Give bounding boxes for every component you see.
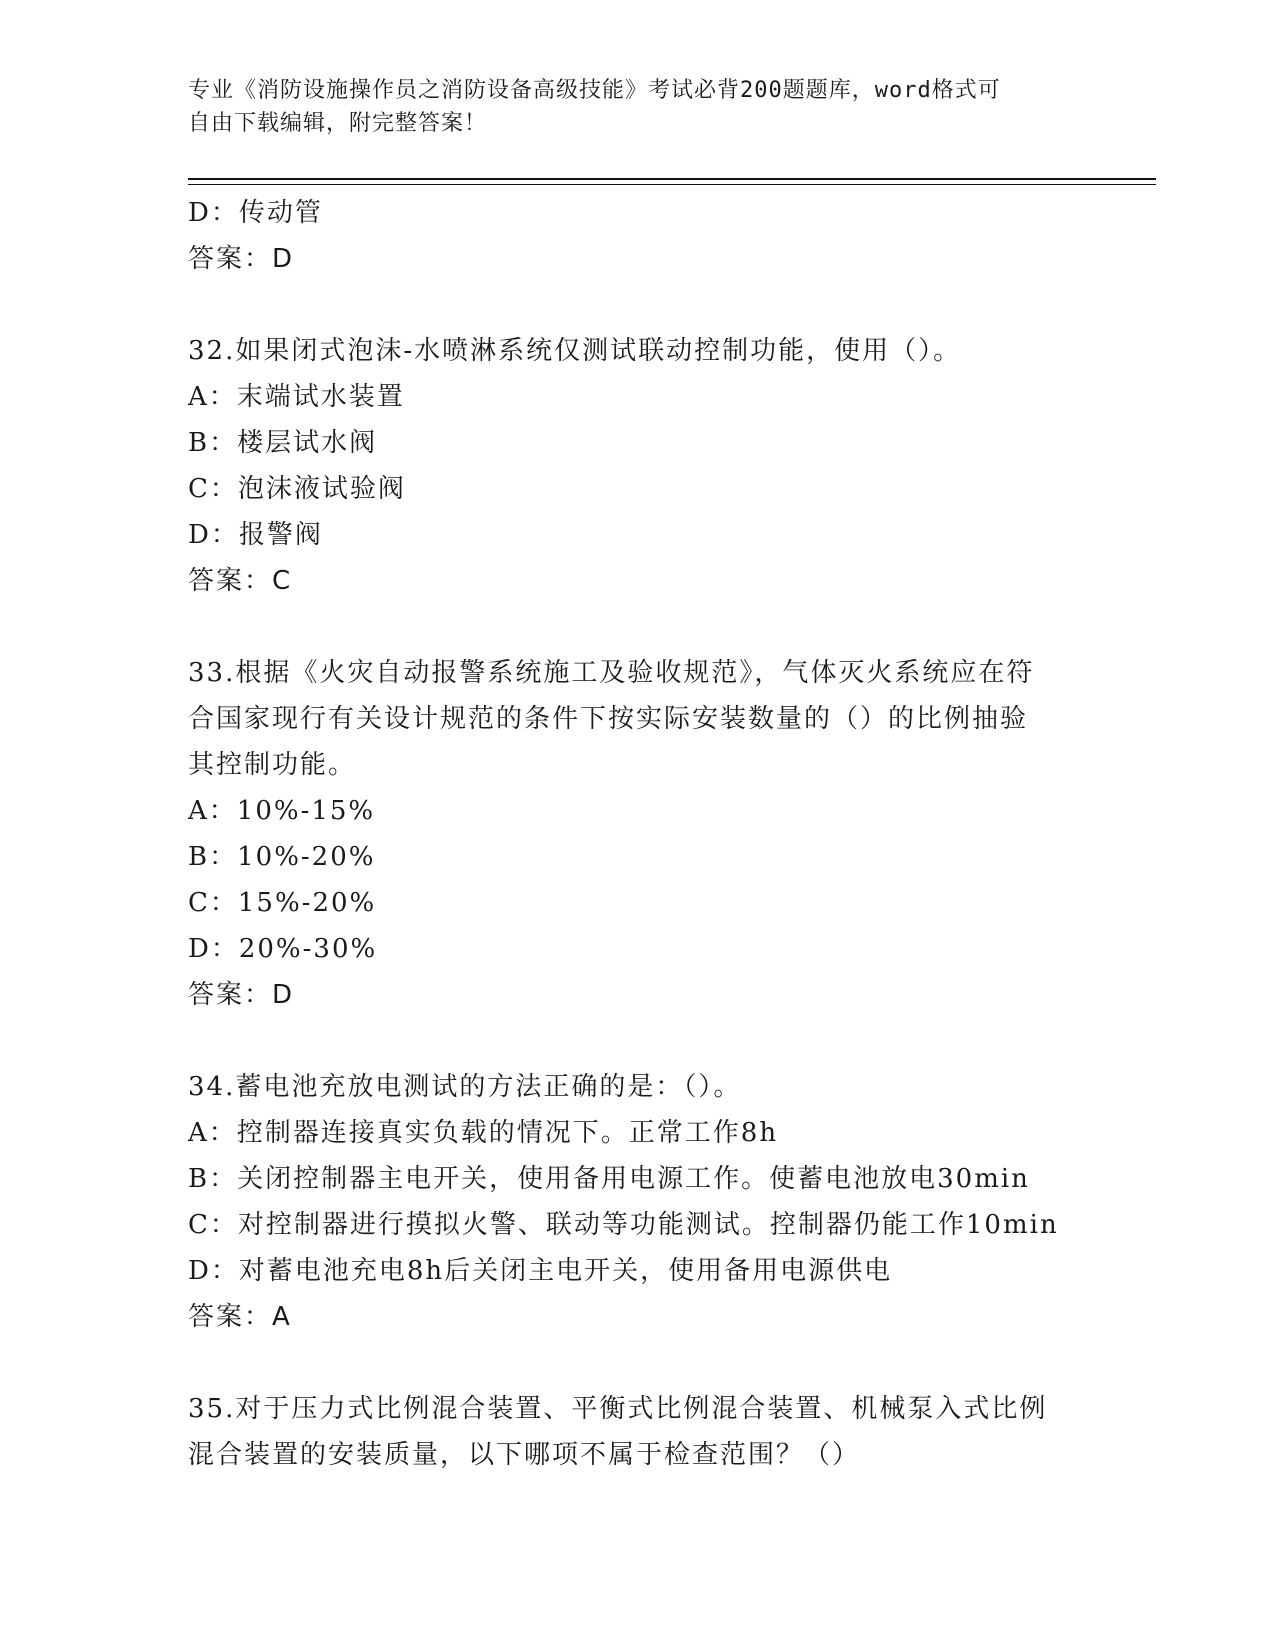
question-block (188, 650, 1088, 1018)
spacer (188, 1340, 1088, 1386)
header-divider-top (188, 178, 1156, 180)
header-line-2: 自由下载编辑，附完整答案！ (188, 111, 488, 136)
question-block (188, 328, 1088, 604)
option-d: D：报警阀 (188, 520, 323, 550)
header-divider-bottom (188, 184, 1156, 185)
question-text-line-3: 其控制功能。 (188, 750, 357, 780)
question-text-line-1: 35.对于压力式比例混合装置、平衡式比例混合装置、机械泵入式比例 (188, 1394, 1048, 1424)
option-b: B：10%-20% (188, 842, 376, 872)
question-block (188, 1064, 1088, 1340)
option-d: D：20%-30% (188, 934, 378, 964)
option-b: B：楼层试水阀 (188, 428, 378, 458)
spacer (188, 604, 1088, 650)
option-d: D：对蓄电池充电8h后关闭主电开关，使用备用电源供电 (188, 1256, 893, 1286)
header-line-1: 专业《消防设施操作员之消防设备高级技能》考试必背200题题库，word格式可 (188, 78, 1001, 103)
question-text: 34.蓄电池充放电测试的方法正确的是：（）。 (188, 1072, 742, 1102)
option-c: C：对控制器进行摸拟火警、联动等功能测试。控制器仍能工作10min (188, 1210, 1059, 1240)
question-text-line-2: 混合装置的安装质量，以下哪项不属于检查范围？（） (188, 1440, 861, 1470)
answer-line: 答案：D (188, 244, 295, 274)
option-c: C：泡沫液试验阀 (188, 474, 406, 504)
question-text: 32.如果闭式泡沫-水喷淋系统仅测试联动控制功能，使用（）。 (188, 336, 962, 366)
question-block (188, 1386, 1088, 1478)
answer-line: 答案：C (188, 566, 293, 596)
option-a: A：10%-15% (188, 796, 376, 826)
document-body (188, 190, 1088, 1478)
answer-line: 答案：D (188, 980, 295, 1010)
question-text-line-2: 合国家现行有关设计规范的条件下按实际安装数量的（）的比例抽验 (188, 704, 1029, 734)
option-a: A：末端试水装置 (188, 382, 405, 412)
option-d: D：传动管 (188, 198, 323, 228)
spacer (188, 1018, 1088, 1064)
option-b: B：关闭控制器主电开关，使用备用电源工作。使蓄电池放电30min (188, 1164, 1030, 1194)
answer-line: 答案：A (188, 1302, 292, 1332)
option-a: A：控制器连接真实负载的情况下。正常工作8h (188, 1118, 779, 1148)
option-c: C：15%-20% (188, 888, 377, 918)
document-header (188, 74, 1068, 140)
spacer (188, 282, 1088, 328)
question-text-line-1: 33.根据《火灾自动报警系统施工及验收规范》，气体灭火系统应在符 (188, 658, 1035, 688)
